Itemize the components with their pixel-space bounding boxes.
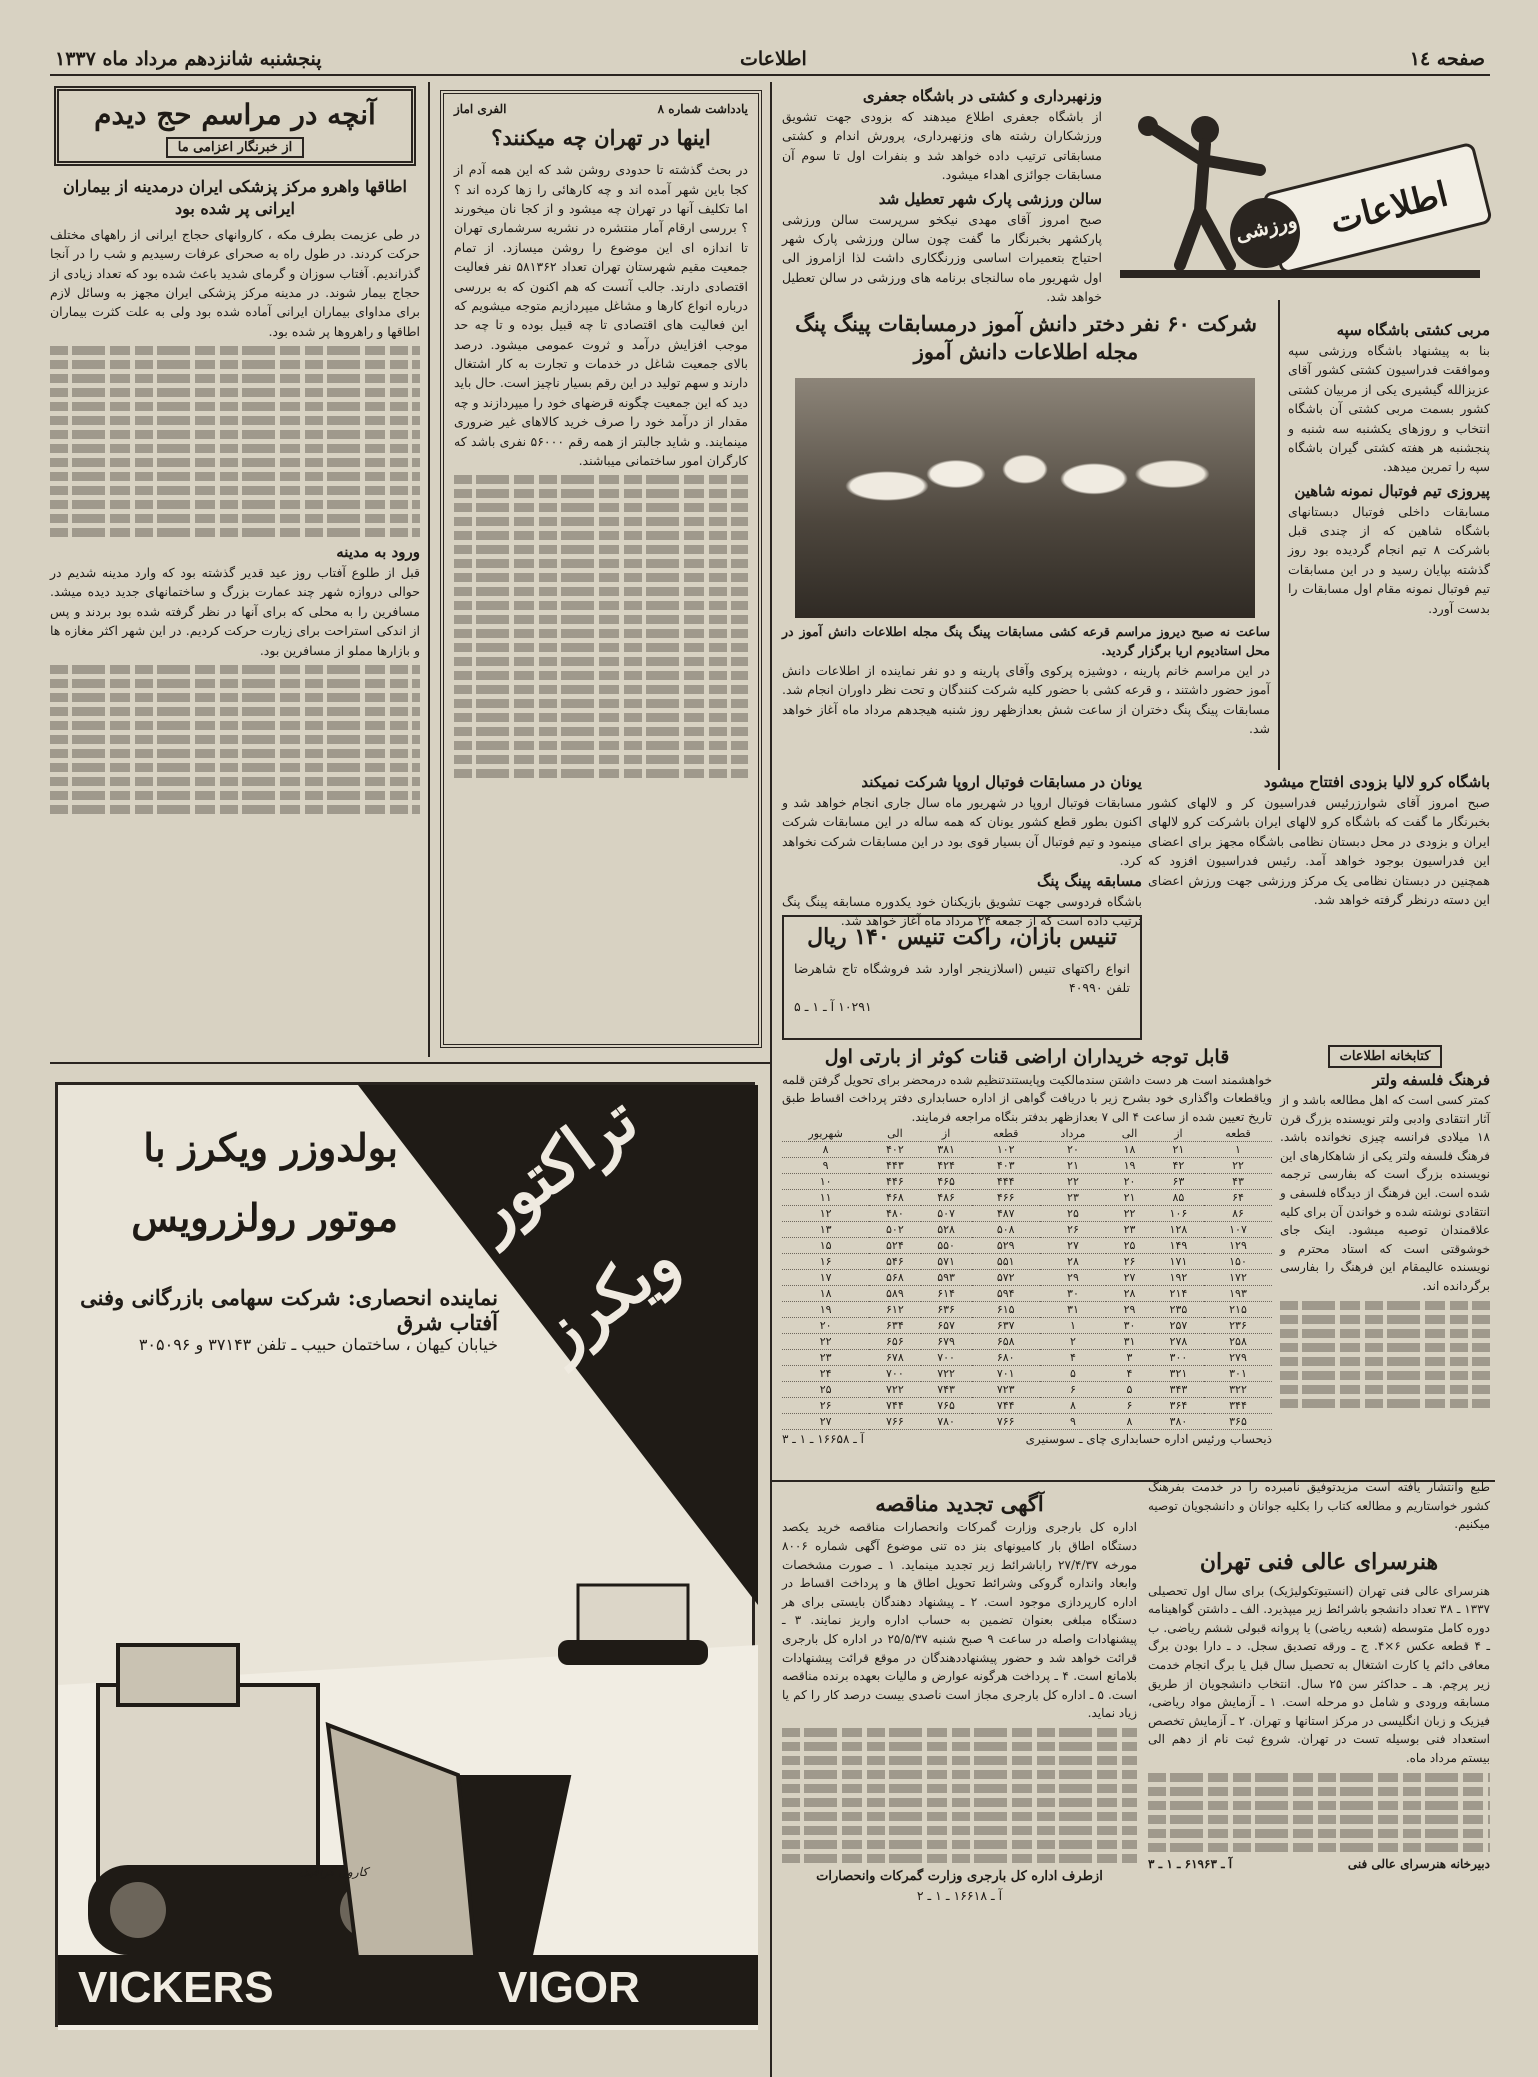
- tractor-product: بولدوزر ویکرز با: [143, 1125, 398, 1170]
- table-cell: ۳۰: [1106, 1318, 1153, 1334]
- table-cell: ۶۱۲: [869, 1302, 920, 1318]
- table-cell: ۴۴۶: [869, 1174, 920, 1190]
- table-cell: ۴۴۴: [972, 1174, 1040, 1190]
- qanat-headline: قابل توجه خریداران اراضی قنات کوثر از بارتی اول: [824, 1046, 1230, 1068]
- column-rule: [1278, 300, 1280, 770]
- photo-story-text: در این مراسم خانم پارینه ، دوشیزه پرکوی وآقای پارینه و دو نفر نماینده از اطلاعات دانش آموز حضور داشتند ، و قرعه کشی با حضور کلیه شرکت کنندگان و تحت نظر داوران انجام شد. مسابقات پینگ پنگ دختران از ساعت شش بعدازظهر روز شنبه هیجدهم مرداد ماه آغاز خواهد شد.: [782, 662, 1270, 736]
- table-cell: ۱۲۸: [1153, 1222, 1204, 1238]
- table-cell: ۱۵۰: [1204, 1254, 1272, 1270]
- table-cell: ۱: [1204, 1142, 1272, 1158]
- table-row: [782, 1174, 1272, 1190]
- hajj-text: در طی عزیمت بطرف مکه ، کاروانهای حجاج ایرانی از راههای مختلف حرکت کردند. در طول راه به صحرای عرفات رسیدیم و شب را در آنجا گذراندیم. آفتاب سوزان و گرمای شدید باعث شده بود که تعداد زیادی از حجاج بیمار شوند. در مدینه مرکز پزشکی ایران مجهز به وسائل لازم برای مداوای بیماران ایرانی آماده شده بود ولی به علت کثرت بیماران اطاقها و راهروها پر شده بود.: [50, 226, 420, 339]
- paper-name: اطلاعات: [740, 48, 807, 70]
- hajj-subtitle: اطاقها واهرو مرکز پزشکی ایران درمدینه از بیماران ایرانی پر شده بود: [63, 177, 407, 219]
- table-cell: ۲۵: [1106, 1238, 1153, 1254]
- table-cell: ۱۶: [782, 1254, 869, 1270]
- column-rule: [770, 82, 772, 2077]
- article-author: الفری اماز: [454, 102, 507, 116]
- table-cell: ۴۶۶: [972, 1190, 1040, 1206]
- tractor-dealer: نماینده انحصاری: شرکت سهامی بازرگانی وفنی آفتاب شرق: [80, 1285, 498, 1335]
- ad-designer: کارون گرافیک: [298, 1865, 368, 1879]
- table-cell: ۲۰: [1040, 1142, 1107, 1158]
- hajj-article: [50, 86, 420, 1056]
- masthead: [50, 46, 1490, 76]
- qanat-notice: [782, 1045, 1272, 1475]
- book-text: کمتر کسی است که اهل مطالعه باشد و از آثار انتقادی وادبی ولتر نویسنده بزرگ قرن ۱۸ میلادی فرانسه چیزی نخوانده باشد. فرهنگ فلسفه ولتر یکی از شاهکارهای این نویسنده بزرگ است که بفارسی ترجمه شده است. این فرهنگ از دیدگاه فلسفی و انتقادی نوشته شده و خواندن آن برای کلیه علاقمندان توصیه میشود. اینک جای خوشوقتی است که استاد محترم و نویسنده عالیمقام این فرهنگ را بفارسی برگردانده اند.: [1280, 1093, 1490, 1293]
- table-row: [782, 1142, 1272, 1158]
- table-cell: ۵۰۸: [972, 1222, 1040, 1238]
- tender-notice: [782, 1490, 1137, 2070]
- table-cell: ۴۰۲: [869, 1142, 920, 1158]
- table-cell: ۵۰۷: [921, 1206, 972, 1222]
- table-cell: ۹: [1040, 1414, 1107, 1430]
- table-cell: ۷۲۳: [972, 1382, 1040, 1398]
- table-cell: ۵۸۹: [869, 1286, 920, 1302]
- table-row: [782, 1398, 1272, 1414]
- hajj-section-heading: ورود به مدینه: [336, 543, 420, 562]
- table-row: [782, 1206, 1272, 1222]
- table-cell: ۲۳: [1040, 1190, 1107, 1206]
- tractor-ad-brand: ویکرز: [526, 1222, 693, 1372]
- qanat-text: خواهشمند است هر دست داشتن سندمالکیت وپایستندتنظیم شده درمحضر برای تحویل گرفتن قلمه ویاقطعات واگذاری خود بشرح زیر با دریافت گواهی از اداره حسابداری دفتر پرداخت اقساط طبق تاریخ تعیین شده از ساعت ۴ الی ۷ بعدازظهر بدفتر بنگاه مراجعه فرمایند.: [782, 1072, 1272, 1124]
- pingpong-heading: مسابقه پینگ پنگ: [1036, 871, 1142, 890]
- table-cell: ۱۲۹: [1204, 1238, 1272, 1254]
- table-row: [782, 1270, 1272, 1286]
- table-cell: ۴۶۸: [869, 1190, 920, 1206]
- brief-text: بنا به پیشنهاد باشگاه ورزشی سپه وموافقت فدراسیون کشتی کشور آقای عزیزالله گیشیری یکی از مربیان کشتی کشور بسمت مربی کشتی آن باشگاه انتخاب و روزهای یکشنبه سه شنبه و پنجشنبه هر هفته کشتی گیران باشگاه سپه را تمرین میدهد.: [1288, 343, 1490, 475]
- hajj-title: آنچه در مراسم حج دیدم: [94, 98, 376, 131]
- table-cell: ۲۲: [1040, 1174, 1107, 1190]
- football-item: [782, 772, 1142, 928]
- brief-heading: سالن ورزشی پارک شهر تعطیل شد: [878, 189, 1102, 208]
- table-cell: ۷۶۶: [972, 1414, 1040, 1430]
- tender-signature: ازطرف اداره کل بارجری وزارت گمرکات وانحصارات: [816, 1868, 1103, 1884]
- table-cell: ۴۸۰: [869, 1206, 920, 1222]
- table-row: [782, 1254, 1272, 1270]
- table-cell: ۵۲۹: [972, 1238, 1040, 1254]
- sports-logo: [1110, 100, 1490, 300]
- table-cell: ۳۶۴: [1153, 1398, 1204, 1414]
- book-heading: فرهنگ فلسفه ولتر: [1372, 1071, 1490, 1089]
- table-cell: ۴: [1106, 1366, 1153, 1382]
- sports-briefs-top: [782, 86, 1102, 311]
- table-cell: ۳۱: [1106, 1334, 1153, 1350]
- book-column: [1280, 1045, 1490, 1475]
- installment-table: [782, 1126, 1272, 1430]
- table-row: [782, 1318, 1272, 1334]
- tech-school-notice: [1148, 1548, 1490, 2068]
- table-cell: ۵۲۴: [869, 1238, 920, 1254]
- table-cell: ۶: [1040, 1382, 1107, 1398]
- table-cell: ۶۴: [1204, 1190, 1272, 1206]
- table-cell: ۵۹۴: [972, 1286, 1040, 1302]
- table-cell: ۳۰۰: [1153, 1350, 1204, 1366]
- page-label: صفحه ١٤: [1409, 48, 1485, 70]
- table-cell: ۶۳۴: [869, 1318, 920, 1334]
- column-rule: [428, 82, 430, 1057]
- football-text: مسابقات فوتبال اروپا در شهریور ماه سال جاری انجام خواهد شد و اکنون بطور قطع کشور یونان که همه ساله در این مسابقات شرکت مینمود و تیم فوتبال آن بسیار قوی بود در این مسابقات شرکت نخواهد کرد.: [782, 795, 1142, 869]
- tehran-text: در بحث گذشته تا حدودی روشن شد که این همه آدم از کجا باین شهر آمده اند و چه کارهائی را زها کرده اند ؟ اما تکلیف آنها در تهران چه میشود و از کجا نان میخورند ؟ بررسی ارقام آمار منتشره در نشریه سرشماری تهران تا اندازه ای این موضوع را روشن میسازد. از تمام جمعیت مقیم شهرستان تهران تعداد ۵۸۱۳۶۲ نفر فعالیت اقتصادی دارند. جالب آنست که هم اکنون که به بررسی درباره انواع کارها و مشاغل میپردازیم متوجه میشویم که این فعالیت های اقتصادی تا چه قبیل بوده و تا چه حد موجب افزایش درآمد و ثروت عمومی میشود. درصد بالای جمعیت شاغل در خدمات و تجارت به کار اشتغال دارند و سهم تولید در این رقم بسیار ناچیز است. حال باید دید که این جمعیت چگونه قرضهای خود را میپردازند و چه مقدار از درآمد خود را صرف خرید کالاهای غیر ضروری مینمایند. و شاید جالبتر از همه رقم ۵۶۰۰۰ نفری باشد که کارگران امور ساختمانی میباشند.: [454, 162, 748, 468]
- brand-vigor: VIGOR: [498, 1963, 640, 2012]
- table-cell: ۵۶۸: [869, 1270, 920, 1286]
- table-cell: ۲۳۵: [1153, 1302, 1204, 1318]
- logo-title: اطلاعات: [1326, 174, 1452, 242]
- table-row: [782, 1286, 1272, 1302]
- table-cell: ۲۳۶: [1204, 1318, 1272, 1334]
- table-cell: ۹: [782, 1158, 869, 1174]
- hajj-byline: از خبرنگار اعزامی ما: [166, 137, 305, 158]
- table-cell: ۶۵۶: [869, 1334, 920, 1350]
- table-cell: ۲۵۷: [1153, 1318, 1204, 1334]
- football-heading: یونان در مسابقات فوتبال اروپا شرکت نمیکند: [861, 773, 1142, 791]
- tractor-address: خیابان کیهان ، ساختمان حبیب ـ تلفن ۳۷۱۴۳ و ۳۰۵۰۹۶: [138, 1335, 498, 1354]
- tennis-text: انواع راکتهای تنیس (اسلازینجر اوارد شد فروشگاه تاج شاهرضا تلفن ۴۰۹۹۰: [794, 960, 1130, 996]
- table-header-row: قطعه از الی مرداد قطعه از الی شهریور: [782, 1126, 1272, 1142]
- table-cell: ۱۱: [782, 1190, 869, 1206]
- pingpong-text: باشگاه فردوسی جهت تشویق بازیکنان خود یکدوره مسابقه پینگ پنگ ترتیب داده است که از جمعه ۲۴ مرداد ماه آغاز خواهد شد.: [782, 893, 1142, 928]
- table-cell: ۷۰۱: [972, 1366, 1040, 1382]
- table-cell: ۴۸۶: [921, 1190, 972, 1206]
- table-cell: ۲۰: [782, 1318, 869, 1334]
- table-cell: ۱۹: [1106, 1158, 1153, 1174]
- table-cell: ۲۶: [1106, 1254, 1153, 1270]
- table-cell: ۶۱۴: [921, 1286, 972, 1302]
- table-cell: ۱۲: [782, 1206, 869, 1222]
- table-row: [782, 1414, 1272, 1430]
- qanat-code: آ ـ ۱۶۶۵۸ ـ ۱ ـ ۳: [782, 1432, 864, 1447]
- table-cell: ۷۴۴: [972, 1398, 1040, 1414]
- table-cell: ۷۲۲: [869, 1382, 920, 1398]
- table-cell: ۲۷۸: [1153, 1334, 1204, 1350]
- table-cell: ۵۷۲: [972, 1270, 1040, 1286]
- table-cell: ۶۸۰: [972, 1350, 1040, 1366]
- tennis-ad: [782, 915, 1142, 1040]
- table-cell: ۱۰۲: [972, 1142, 1040, 1158]
- table-cell: ۱۹۳: [1204, 1286, 1272, 1302]
- table-cell: ۳۴۴: [1204, 1398, 1272, 1414]
- table-cell: ۵۹۳: [921, 1270, 972, 1286]
- table-row: [782, 1190, 1272, 1206]
- table-cell: ۱۹۲: [1153, 1270, 1204, 1286]
- article-series: یادداشت شماره ۸: [657, 102, 748, 116]
- brief-text: از باشگاه جعفری اطلاع میدهند که بزودی جهت تشویق ورزشکاران رشته های وزنهبرداری، پرورش اندام و کشتی مسابقاتی ترتیب داده خواهد شد و بنفرات اول تا سوم آن مسابقات جوائزی اهداء میشود.: [782, 109, 1102, 183]
- table-cell: ۱۳: [782, 1222, 869, 1238]
- club-heading: باشگاه کرو لالیا بزودی افتتاح میشود: [1263, 773, 1490, 791]
- hajj-text: قبل از طلوع آفتاب روز عید قدیر گذشته بود که وارد مدینه شدیم در حوالی دروازه شهر چند عمارت بزرگ و ساختمانهای جدید دیده میشد. مسافرین را به محلی که برای آنها در نظر گرفته شده بود بردند و پس از اندکی استراحت برای زیارت حرکت کردیم. در این شهر اکثر مغازه ها و بازارها مملو از مسافرین بود.: [50, 565, 420, 658]
- photo-story-headline: شرکت ۶۰ نفر دختر دانش آموز درمسابقات پینگ پنگ مجله اطلاعات دانش آموز: [795, 311, 1257, 365]
- brand-vickers: VICKERS: [78, 1963, 274, 2012]
- sports-briefs-right: [1288, 320, 1490, 765]
- table-cell: ۲۵: [782, 1382, 869, 1398]
- tender-text: اداره کل بارجری وزارت گمرکات وانحصارات مناقصه خرید یکصد دستگاه اطاق بار کامیونهای بنز ده تنی موضوع آگهی شماره ۸۰۰۶ مورخه ۲۷/۴/۳۷ راباشرائط زیر تجدید مینماید. ۱ ـ صورت مشخصات وابعاد وانداره گروکی وشرائط تحویل اطاق ها و پرداخت اقساط در اداره کارپردازی موجود است. ۲ ـ پیشنهاد دهندگان بایستی برای هر دستگاه مبلغی بعنوان تضمین به حساب اداره واریز نمایند. ۳ ـ پیشنهادات واصله در ساعت ۹ صبح شنبه ۲۵/۵/۳۷ در اداره کل بارجری قرائت خواهد شد و حضور پیشنهاددهندگان در موقع قرائت پیشنهادات بلامانع است. ۴ ـ پرداخت هرگونه عوارض و مالیات بعهده برنده مناقصه است. ۵ ـ اداره کل بارجری مجاز است ناصدی بیست درصد کار را کم یا زیاد نماید.: [782, 1520, 1138, 1721]
- table-cell: ۴: [1040, 1350, 1107, 1366]
- tender-headline: آگهی تجدید مناقصه: [875, 1491, 1044, 1516]
- table-cell: ۱۷۲: [1204, 1270, 1272, 1286]
- table-cell: ۸: [782, 1142, 869, 1158]
- table-cell: ۳: [1106, 1350, 1153, 1366]
- table-cell: ۲۹: [1106, 1302, 1153, 1318]
- table-cell: ۷۴۳: [921, 1382, 972, 1398]
- table-cell: ۵: [1040, 1366, 1107, 1382]
- table-cell: ۲۱۴: [1153, 1286, 1204, 1302]
- table-cell: ۵۴۶: [869, 1254, 920, 1270]
- table-cell: ۲۷۹: [1204, 1350, 1272, 1366]
- qanat-signature: ذیحساب ورئیس اداره حسابداری چای ـ سوسنیری: [1025, 1432, 1272, 1447]
- table-cell: ۶۵۸: [972, 1334, 1040, 1350]
- table-cell: ۷۶۶: [869, 1414, 920, 1430]
- table-cell: ۲۱: [1106, 1190, 1153, 1206]
- tehran-headline: اینها در تهران چه میکنند؟: [491, 125, 711, 150]
- table-cell: ۱۰: [782, 1174, 869, 1190]
- club-news: [1148, 772, 1490, 1037]
- table-cell: ۲۵۸: [1204, 1334, 1272, 1350]
- tech-school-text: هنرسرای عالی فنی تهران (انستیوتکولیژیک) برای سال اول تحصیلی ۱۳۳۷ ـ ۳۸ تعداد دانشجو باشرائط زیر میپذیرد. الف ـ داشتن گواهینامه دوره کامل متوسطه (شعبه ریاضی) یا پروانه قبولی ششم ریاضی. ب ـ ۴ قطعه عکس ۶×۴. ج ـ ورقه تصدیق سجل. د ـ دارا بودن برگ معافی دائم یا کارت اشتغال به تحصیل سال قبل یا برگ انجام خدمت زیر پرچم. هـ ـ حداکثر سن ۲۵ سال. انتخاب دانشجویان از طریق مسابقه ورودی و شامل دو مرحله است. ۱ ـ آزمایش مواد ریاضی، فیزیک و زبان انگلیسی در مرکز استانها و تهران. ۲ ـ آزمایش تخصص استعداد فنی بوسیله تست در تهران. شروع ثبت نام از دهم الی بیستم مرداد ماه.: [1148, 1583, 1490, 1766]
- table-cell: ۸۶: [1204, 1206, 1272, 1222]
- table-cell: ۷۲۲: [921, 1366, 972, 1382]
- table-cell: ۴۶۵: [921, 1174, 972, 1190]
- table-cell: ۵۷۱: [921, 1254, 972, 1270]
- tehran-article: [440, 90, 762, 1048]
- students-photo: [795, 378, 1255, 618]
- table-row: [782, 1238, 1272, 1254]
- book-box-title: کتابخانه اطلاعات: [1328, 1045, 1443, 1068]
- table-cell: ۱۰۶: [1153, 1206, 1204, 1222]
- table-cell: ۱۸: [1106, 1142, 1153, 1158]
- table-cell: ۳۶۵: [1204, 1414, 1272, 1430]
- table-cell: ۳۰: [1040, 1286, 1107, 1302]
- table-cell: ۲۷: [1040, 1238, 1107, 1254]
- logo-subtitle: ورزشی: [1232, 208, 1300, 247]
- table-cell: ۶۳۶: [921, 1302, 972, 1318]
- table-cell: ۳۲۲: [1204, 1382, 1272, 1398]
- table-cell: ۴۲: [1153, 1158, 1204, 1174]
- table-cell: ۱۵: [782, 1238, 869, 1254]
- tech-school-signature: دبیرخانه هنرسرای عالی فنی: [1347, 1856, 1490, 1871]
- table-cell: ۱۷۱: [1153, 1254, 1204, 1270]
- book-footnote: طبع وانتشار یافته است مزیدتوفیق نامبرده را در خدمت بفرهنگ کشور خواستاریم و مطالعه کتاب را بکلیه جوانان و دانشجویان توصیه میکنیم.: [1148, 1480, 1490, 1532]
- tractor-ad: [55, 1082, 755, 2027]
- photo-caption: ساعت نه صبح دیروز مراسم قرعه کشی مسابقات پینگ پنگ مجله اطلاعات دانش آموز در محل استادیوم اریا برگزار گردید.: [782, 624, 1270, 659]
- table-cell: ۵۲۸: [921, 1222, 972, 1238]
- table-row: [782, 1222, 1272, 1238]
- table-cell: ۱۹: [782, 1302, 869, 1318]
- table-cell: ۲۲: [782, 1334, 869, 1350]
- table-cell: ۱۴۹: [1153, 1238, 1204, 1254]
- brief-heading: پیروزی تیم فوتبال نمونه شاهین: [1294, 481, 1490, 500]
- table-cell: ۳۴۳: [1153, 1382, 1204, 1398]
- table-cell: ۸: [1106, 1414, 1153, 1430]
- table-cell: ۲۸: [1106, 1286, 1153, 1302]
- tractor-engine: موتور رولزرویس: [131, 1195, 398, 1240]
- table-row: [782, 1350, 1272, 1366]
- table-cell: ۲۸: [1040, 1254, 1107, 1270]
- table-cell: ۵: [1106, 1382, 1153, 1398]
- table-cell: ۵۵۰: [921, 1238, 972, 1254]
- table-cell: ۲۲: [1106, 1206, 1153, 1222]
- table-cell: ۲۱: [1040, 1158, 1107, 1174]
- table-cell: ۳۲۱: [1153, 1366, 1204, 1382]
- tennis-headline: تنیس بازان، راکت تنیس ۱۴۰ ریال: [807, 924, 1117, 950]
- table-cell: ۷۴۴: [869, 1398, 920, 1414]
- table-cell: ۳۸۱: [921, 1142, 972, 1158]
- table-cell: ۱۰۷: [1204, 1222, 1272, 1238]
- table-cell: ۴۴۳: [869, 1158, 920, 1174]
- brief-heading: مربی کشتی باشگاه سپه: [1336, 321, 1490, 339]
- table-cell: ۴۲۴: [921, 1158, 972, 1174]
- table-cell: ۲۳: [782, 1350, 869, 1366]
- table-cell: ۷۰۰: [869, 1366, 920, 1382]
- tractor-ad-title: تراکتور: [458, 1082, 652, 1252]
- table-row: [782, 1334, 1272, 1350]
- table-cell: ۲۱۵: [1204, 1302, 1272, 1318]
- table-cell: ۵۵۱: [972, 1254, 1040, 1270]
- table-cell: ۳۱: [1040, 1302, 1107, 1318]
- table-cell: ۲۲: [1204, 1158, 1272, 1174]
- table-cell: ۴۸۷: [972, 1206, 1040, 1222]
- table-cell: ۳۰۱: [1204, 1366, 1272, 1382]
- table-cell: ۷۰۰: [921, 1350, 972, 1366]
- table-cell: ۱۷: [782, 1270, 869, 1286]
- table-cell: ۶۵۷: [921, 1318, 972, 1334]
- brief-text: صبح امروز آقای مهدی نیکخو سرپرست سالن ورزشی پارکشهر بخبرنگار ما گفت چون سالن ورزشی پارک شهر احتیاج بتعمیرات اساسی وزرنگکاری داشت لذا ازامروز الی اول شهریور ماه سالنجای برنامه های ورزشی در سالن تعطیل خواهد شد.: [782, 211, 1102, 304]
- table-cell: ۲۶: [782, 1398, 869, 1414]
- table-cell: ۶۳۷: [972, 1318, 1040, 1334]
- table-cell: ۴۳: [1204, 1174, 1272, 1190]
- table-cell: ۶: [1106, 1398, 1153, 1414]
- table-cell: ۳۸۰: [1153, 1414, 1204, 1430]
- small-bulldozer-icon: [558, 1585, 708, 1665]
- table-row: [782, 1382, 1272, 1398]
- table-cell: ۶۱۵: [972, 1302, 1040, 1318]
- table-row: [782, 1302, 1272, 1318]
- table-cell: ۱: [1040, 1318, 1107, 1334]
- table-cell: ۷۶۵: [921, 1398, 972, 1414]
- table-cell: ۲۶: [1040, 1222, 1107, 1238]
- table-cell: ۲۷: [782, 1414, 869, 1430]
- table-cell: ۸۵: [1153, 1190, 1204, 1206]
- brief-heading: وزنهبرداری و کشتی در باشگاه جعفری: [862, 87, 1102, 105]
- table-cell: ۲۳: [1106, 1222, 1153, 1238]
- brief-text: مسابقات داخلی فوتبال دبستانهای باشگاه شاهین که از چندی قبل باشرکت ۸ تیم انجام گردیده بود روز گذشته بپایان رسید و در این مسابقات تیم فوتبال نمونه مقام اول مسابقات را بدست آورد.: [1288, 503, 1490, 616]
- tech-school-headline: هنرسرای عالی فنی تهران: [1199, 1549, 1439, 1575]
- table-cell: ۶۷۹: [921, 1334, 972, 1350]
- club-text: صبح امروز آقای شوارزرئیس فدراسیون کر و لالهای کشور بخبرنگار ما گفت که باشگاه کرو لالهای ایران باشرکت کرو لالهای ایران و بزودی در محل دبستان نظامی باشگاه مجهز برای اعضای این فدراسیون بوجود خواهد آمد. رئیس فدراسیون افزود که همچنین در دبستان نظامی یک مرکز ورزشی جهت ورزش اعضای این دسته درنظر گرفته خواهد شد.: [1148, 795, 1490, 907]
- table-cell: ۴۰۳: [972, 1158, 1040, 1174]
- table-cell: ۲۴: [782, 1366, 869, 1382]
- table-cell: ۷۸۰: [921, 1414, 972, 1430]
- table-cell: ۱۸: [782, 1286, 869, 1302]
- table-cell: ۵۰۲: [869, 1222, 920, 1238]
- tech-school-code: آ ـ ۶۱۹۶۳ ـ ۱ ـ ۳: [1148, 1856, 1233, 1871]
- table-cell: ۲۹: [1040, 1270, 1107, 1286]
- table-row: [782, 1158, 1272, 1174]
- tennis-code: ۱۰۲۹۱ آ ـ ۱ ـ ۵: [794, 999, 872, 1015]
- table-row: [782, 1366, 1272, 1382]
- table-cell: ۸: [1040, 1398, 1107, 1414]
- table-cell: ۲۱: [1153, 1142, 1204, 1158]
- photo-story-body: [782, 622, 1270, 772]
- table-cell: ۲۵: [1040, 1206, 1107, 1222]
- table-cell: ۶۷۸: [869, 1350, 920, 1366]
- table-cell: ۶۳: [1153, 1174, 1204, 1190]
- tender-code: آ ـ ۱۶۶۱۸ ـ ۱ ـ ۲: [916, 1888, 1003, 1904]
- issue-date: پنجشنبه شانزدهم مرداد ماه ١٣٣٧: [55, 48, 322, 70]
- table-cell: ۲۷: [1106, 1270, 1153, 1286]
- table-cell: ۲۰: [1106, 1174, 1153, 1190]
- table-cell: ۲: [1040, 1334, 1107, 1350]
